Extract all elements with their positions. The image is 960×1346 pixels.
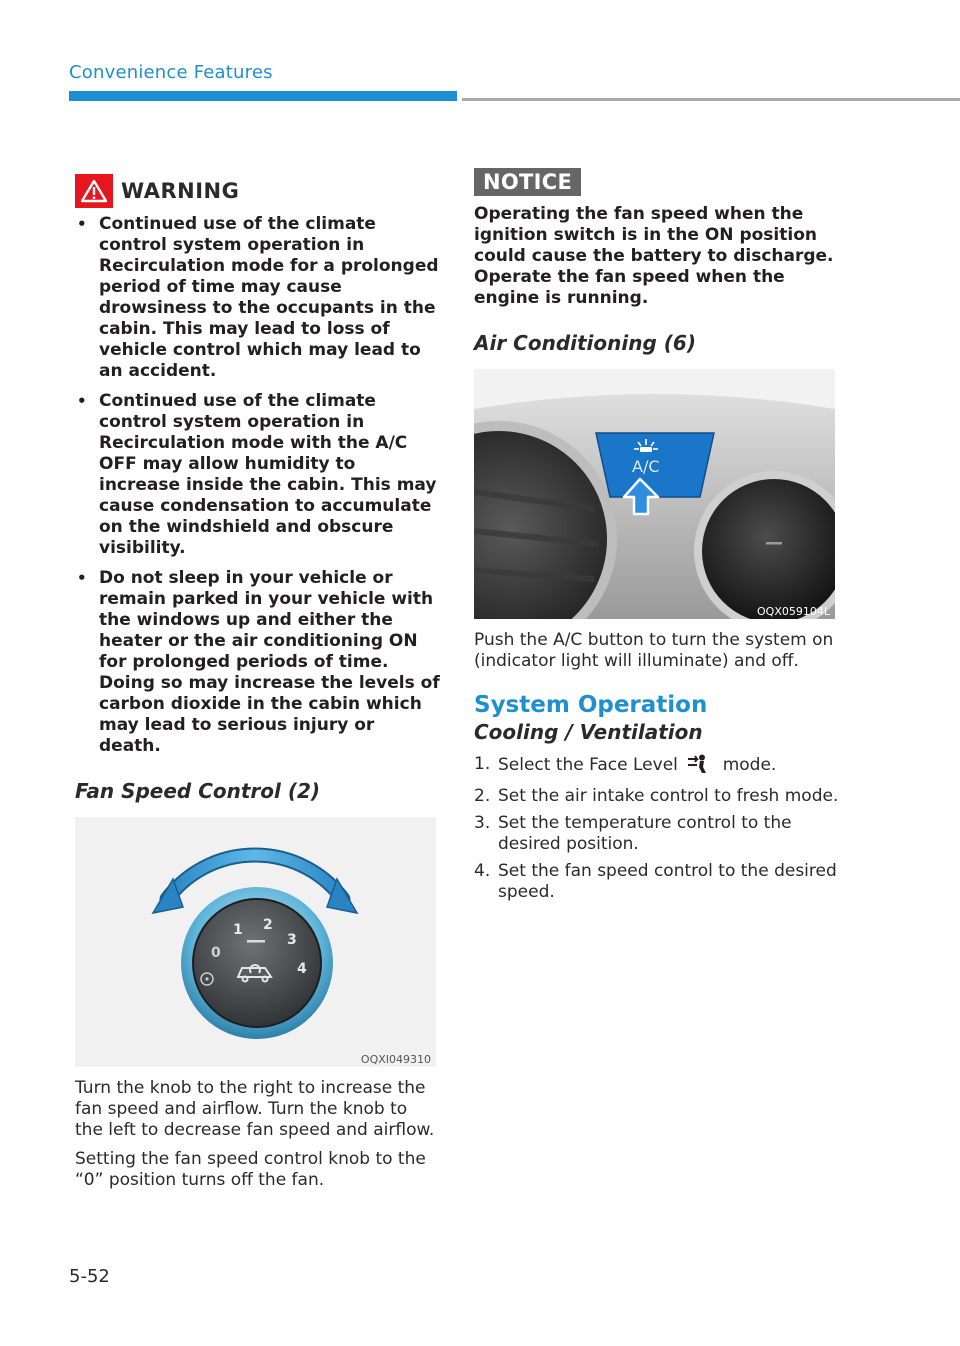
step-text: Select the Face Level (498, 755, 678, 775)
header-accent-bar (69, 91, 457, 101)
fan-off-paragraph: Setting the fan speed control knob to the “0” position turns off the fan. (75, 1149, 426, 1190)
step-number: 2. (474, 786, 491, 806)
system-operation-title: System Operation (474, 692, 708, 718)
step-number: 1. (474, 754, 491, 774)
ac-button-illustration (474, 369, 835, 619)
fan-speed-heading: Fan Speed Control (2) (75, 779, 321, 803)
ac-button-label: A/C (632, 457, 660, 476)
warning-header (75, 174, 440, 208)
warning-label: WARNING (121, 179, 240, 203)
page-number: 5-52 (69, 1266, 110, 1287)
cooling-ventilation-subtitle: Cooling / Ventilation (474, 720, 703, 744)
left-column (75, 174, 440, 1191)
warning-item: • Continued use of the climate control system operation in Recirculation mode for a prolonged period of time may cause drowsiness to the occupants in the cabin. This may lead to loss of vehicle control which may lead to an accident. (75, 214, 440, 382)
knob-label: 2 (263, 917, 273, 933)
fan-knob-illustration (75, 817, 436, 1067)
step-text: mode. (722, 755, 777, 775)
step-text: Set the air intake control to fresh mode. (498, 786, 839, 806)
step-text: Set the fan speed control to the desired speed. (498, 861, 837, 902)
air-conditioning-heading: Air Conditioning (6) (474, 331, 696, 355)
knob-label: 3 (287, 932, 297, 948)
right-column (474, 168, 839, 909)
warning-item: • Do not sleep in your vehicle or remain parked in your vehicle with the windows up and either the heater or the air conditioning ON for prolonged periods of time. Doing so may increase the levels of carbon dioxide in the cabin which may lead to serious injury or death. (75, 568, 440, 757)
knob-label: 4 (297, 961, 307, 977)
step-text: Set the temperature control to the desired position. (498, 813, 792, 854)
list-item (474, 786, 839, 807)
figure-code: OQXI049310 (360, 1053, 431, 1066)
fan-speed-paragraph: Turn the knob to the right to increase the fan speed and airflow. Turn the knob to the left to decrease fan speed and airflow. (75, 1078, 435, 1140)
ac-figure (474, 369, 835, 619)
warning-icon (75, 174, 113, 208)
figure-code: OQX059104L (757, 605, 830, 618)
fan-speed-figure (75, 817, 436, 1067)
section-title: Convenience Features (69, 62, 273, 83)
header-divider (462, 98, 960, 101)
step-number: 4. (474, 861, 491, 881)
knob-label: 1 (233, 922, 243, 938)
steps-list (474, 754, 839, 903)
list-item (474, 754, 839, 780)
knob-label: 0 (211, 945, 221, 961)
warning-item: • Continued use of the climate control system operation in Recirculation mode with the A/C OFF may allow humidity to increase inside the cabin. This may cause condensation to accumulate on the windshield and obscure visibility. (75, 391, 440, 559)
list-item (474, 861, 839, 903)
notice-label: NOTICE (474, 168, 581, 196)
ac-paragraph: Push the A/C button to turn the system on (indicator light will illuminate) and off. (474, 630, 834, 671)
face-level-icon (686, 754, 714, 780)
list-item (474, 813, 839, 855)
notice-text: Operating the fan speed when the ignition switch is in the ON position could cause the battery to discharge. Operate the fan speed when the engine is running. (474, 204, 834, 308)
warning-list (75, 214, 440, 757)
step-number: 3. (474, 813, 491, 833)
